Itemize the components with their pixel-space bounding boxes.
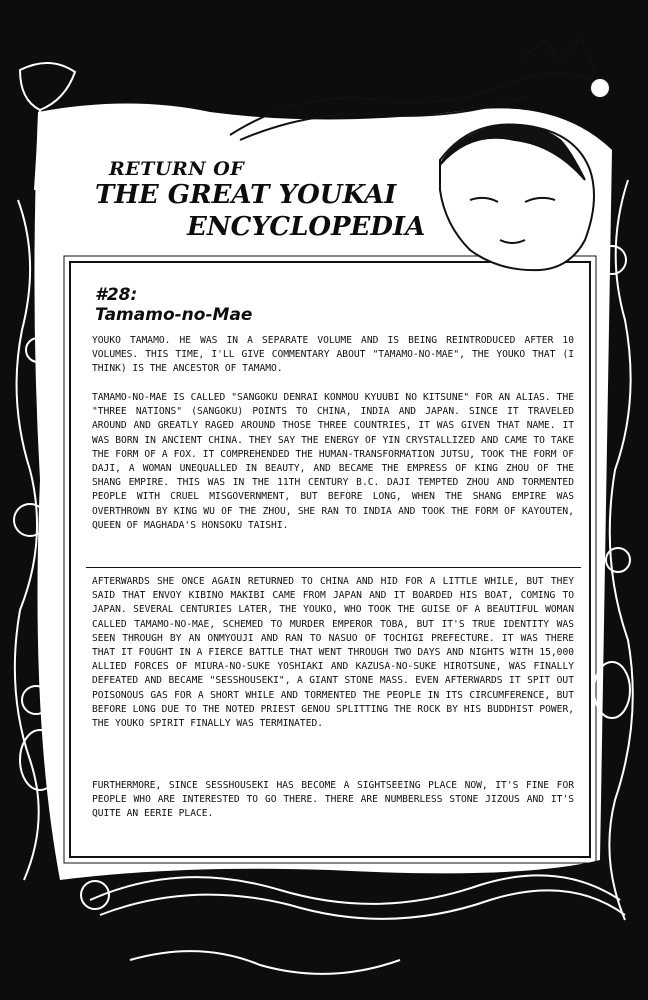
entry-name: Tamamo-no-Mae: [95, 305, 253, 325]
paragraph-origin: TAMAMO-NO-MAE IS CALLED "SANGOKU DENRAI KONMOU KYUUBI NO KITSUNE" FOR AN ALIAS. THE "THREE NATIONS" (SANGOKU) POINTS TO CHINA, INDIA AND JAPAN. SINCE IT TRAVELED AROUND AND GREATLY RAGED AROUND THOSE THREE COUNTRIES, IT WAS GIVEN THAT NAME. IT WAS BORN IN ANCIENT CHINA. THEY SAY THE ENERGY OF YIN CRYSTALLIZED AND CAME TO TAKE THE FORM OF A FOX. IT COMPREHENDED THE HUMAN-TRANSFORMATION JUTSU, TOOK THE FORM OF DAJI, A WOMAN UNEQUALLED IN BEAUTY, AND BECAME THE EMPRESS OF KING ZHOU OF THE SHANG EMPIRE. THIS WAS IN THE 11TH CENTURY B.C. DAJI TEMPTED ZHOU AND TORMENTED PEOPLE WITH CRUEL MISGOVERNMENT, BUT BEFORE LONG, WHEN THE SHANG EMPIRE WAS OVERTHROWN BY KING WU OF THE ZHOU, SHE RAN TO INDIA AND TOOK THE FORM OF KAYOUTEN, QUEEN OF MAGHADA'S HONSOKU TAISHI.: [92, 392, 574, 531]
entry-number: #28:: [95, 285, 138, 305]
paragraph-japan: AFTERWARDS SHE ONCE AGAIN RETURNED TO CHINA AND HID FOR A LITTLE WHILE, BUT THEY SAID THAT ENVOY KIBINO MAKIBI CAME FROM JAPAN AND IT BOARDED HIS BOAT, COMING TO JAPAN. SEVERAL CENTURIES LATER, THE YOUKO, WHO TOOK THE GUISE OF A BEAUTIFUL WOMAN CALLED TAMAMO-NO-MAE, SCHEMED TO MURDER EMPEROR TOBA, BUT IT'S TRUE IDENTITY WAS SEEN THROUGH BY AN ONMYOUJI AND RAN TO NASUO OF TOCHIGI PREFECTURE. IT WAS THERE THAT IT FOUGHT IN A FIERCE BATTLE THAT WENT THROUGH TWO DAYS AND NIGHTS WITH 15,000 ALLIED FORCES OF MIURA-NO-SUKE YOSHIAKI AND KAZUSA-NO-SUKE HIROTSUNE, WAS FINALLY DEFEATED AND BECAME "SESSHOUSEKI", A GIANT STONE MASS. EVEN AFTERWARDS IT SPIT OUT POISONOUS GAS FOR A SHORT WHILE AND TORMENTED THE PEOPLE IN ITS CIRCUMFERENCE, BUT BEFORE LONG DUE TO THE NOTED PRIEST GENOU SPLITTING THE ROCK BY HIS BUDDHIST POWER, THE YOUKO SPIRIT FINALLY WAS TERMINATED.: [92, 576, 574, 730]
section-divider: [86, 567, 581, 568]
title-line-2: THE GREAT YOUKAI: [95, 180, 397, 210]
bottom-dragon-illustration: [81, 875, 625, 974]
paragraph-intro: YOUKO TAMAMO. HE WAS IN A SEPARATE VOLUME AND IS BEING REINTRODUCED AFTER 10 VOLUMES. THIS TIME, I'LL GIVE COMMENTARY ABOUT "TAMAMO-NO-MAE", THE YOUKO THAT (I THINK) IS THE ANCESTOR OF TAMAMO.: [92, 335, 574, 375]
title-line-1: RETURN OF: [109, 158, 245, 180]
paragraph-sesshouseki: FURTHERMORE, SINCE SESSHOUSEKI HAS BECOME A SIGHTSEEING PLACE NOW, IT'S FINE FOR PEOPLE WHO ARE INTERESTED TO GO THERE. THERE ARE NUMBERLESS STONE JIZOUS AND IT'S QUITE AN EERIE PLACE.: [92, 780, 574, 820]
title-line-3: ENCYCLOPEDIA: [187, 212, 426, 242]
